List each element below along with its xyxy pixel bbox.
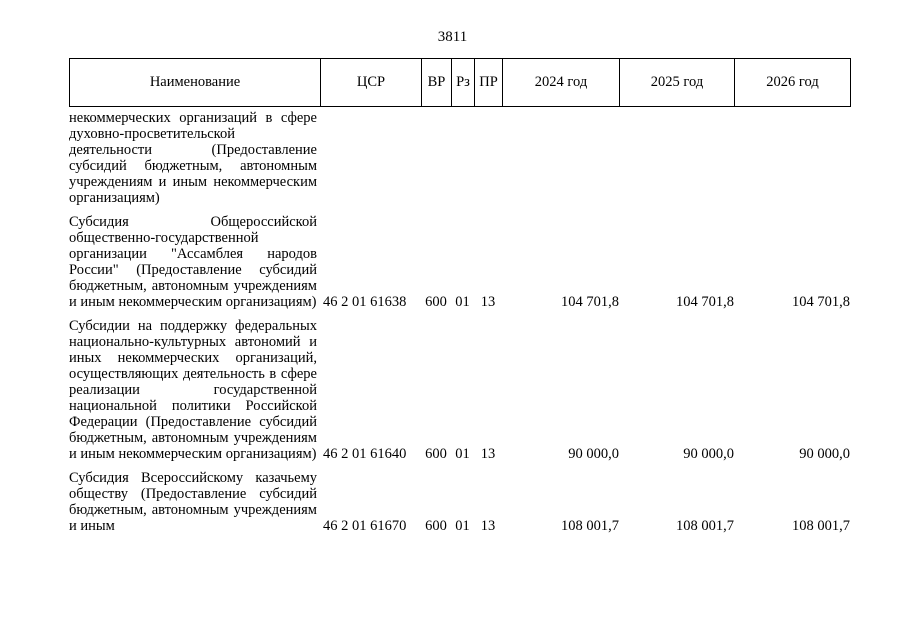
row-pr [474,108,502,214]
row-rz: 01 [455,518,470,534]
row-2026: 90 000,0 [799,446,850,462]
row-2026: 108 001,7 [792,518,850,534]
row-csr: 46 2 01 61640 [323,446,407,462]
row-pr: 13 [480,446,496,462]
header-csr: ЦСР [321,59,422,107]
row-csr: 46 2 01 61638 [323,294,407,310]
row-2024: 90 000,0 [568,446,619,462]
row-2024 [502,108,619,214]
row-csr: 46 2 01 61670 [323,518,407,534]
row-2024: 104 701,8 [561,294,619,310]
header-rz: Рз [452,59,475,107]
row-2025: 108 001,7 [676,518,734,534]
table-row [69,108,850,214]
row-name: Субсидия Всероссийскому казачьему обществу (Предоставление субсидий бюджетным, автономным учреждениям и иным [69,470,317,534]
table-row [69,214,850,318]
row-rz [451,108,474,214]
row-2025 [619,108,734,214]
row-name: некоммерческих организаций в сфере духовно-просветительской деятельности (Предоставление субсидий бюджетным, автономным учреждениям и иным некоммерческим организациям) [69,110,317,206]
page-number: 3811 [437,29,468,45]
table-row [69,318,850,470]
row-2026 [734,108,850,214]
row-2025: 104 701,8 [676,294,734,310]
row-pr: 13 [480,518,496,534]
header-vr: ВР [422,59,452,107]
row-pr: 13 [480,294,496,310]
row-2025: 90 000,0 [683,446,734,462]
row-vr: 600 [425,446,447,462]
row-csr [320,108,421,214]
header-2025: 2025 год [620,59,735,107]
row-rz: 01 [455,446,470,462]
row-vr [421,108,451,214]
header-pr: ПР [475,59,503,107]
header-name: Наименование [70,59,321,107]
row-rz: 01 [455,294,470,310]
row-2024: 108 001,7 [561,518,619,534]
row-vr: 600 [425,294,447,310]
table-header [69,58,851,107]
table-body [69,108,850,538]
table-row [69,470,850,538]
header-2026: 2026 год [735,59,851,107]
row-name: Субсидия Общероссийской общественно-государственной организации "Ассамблея народов России" (Предоставление субсидий бюджетным, автономным учреждениям и иным некоммерческим организациям) [69,214,317,310]
header-2024: 2024 год [503,59,620,107]
row-2026: 104 701,8 [792,294,850,310]
row-vr: 600 [425,518,447,534]
row-name: Субсидии на поддержку федеральных национально-культурных автономий и иных некоммерческих организаций, осуществляющих деятельность в сфере реализации государственной национальной политики Российской Федерации (Предоставление субсидий бюджетным, автономным учреждениям и иным некоммерческим организациям) [69,318,317,462]
